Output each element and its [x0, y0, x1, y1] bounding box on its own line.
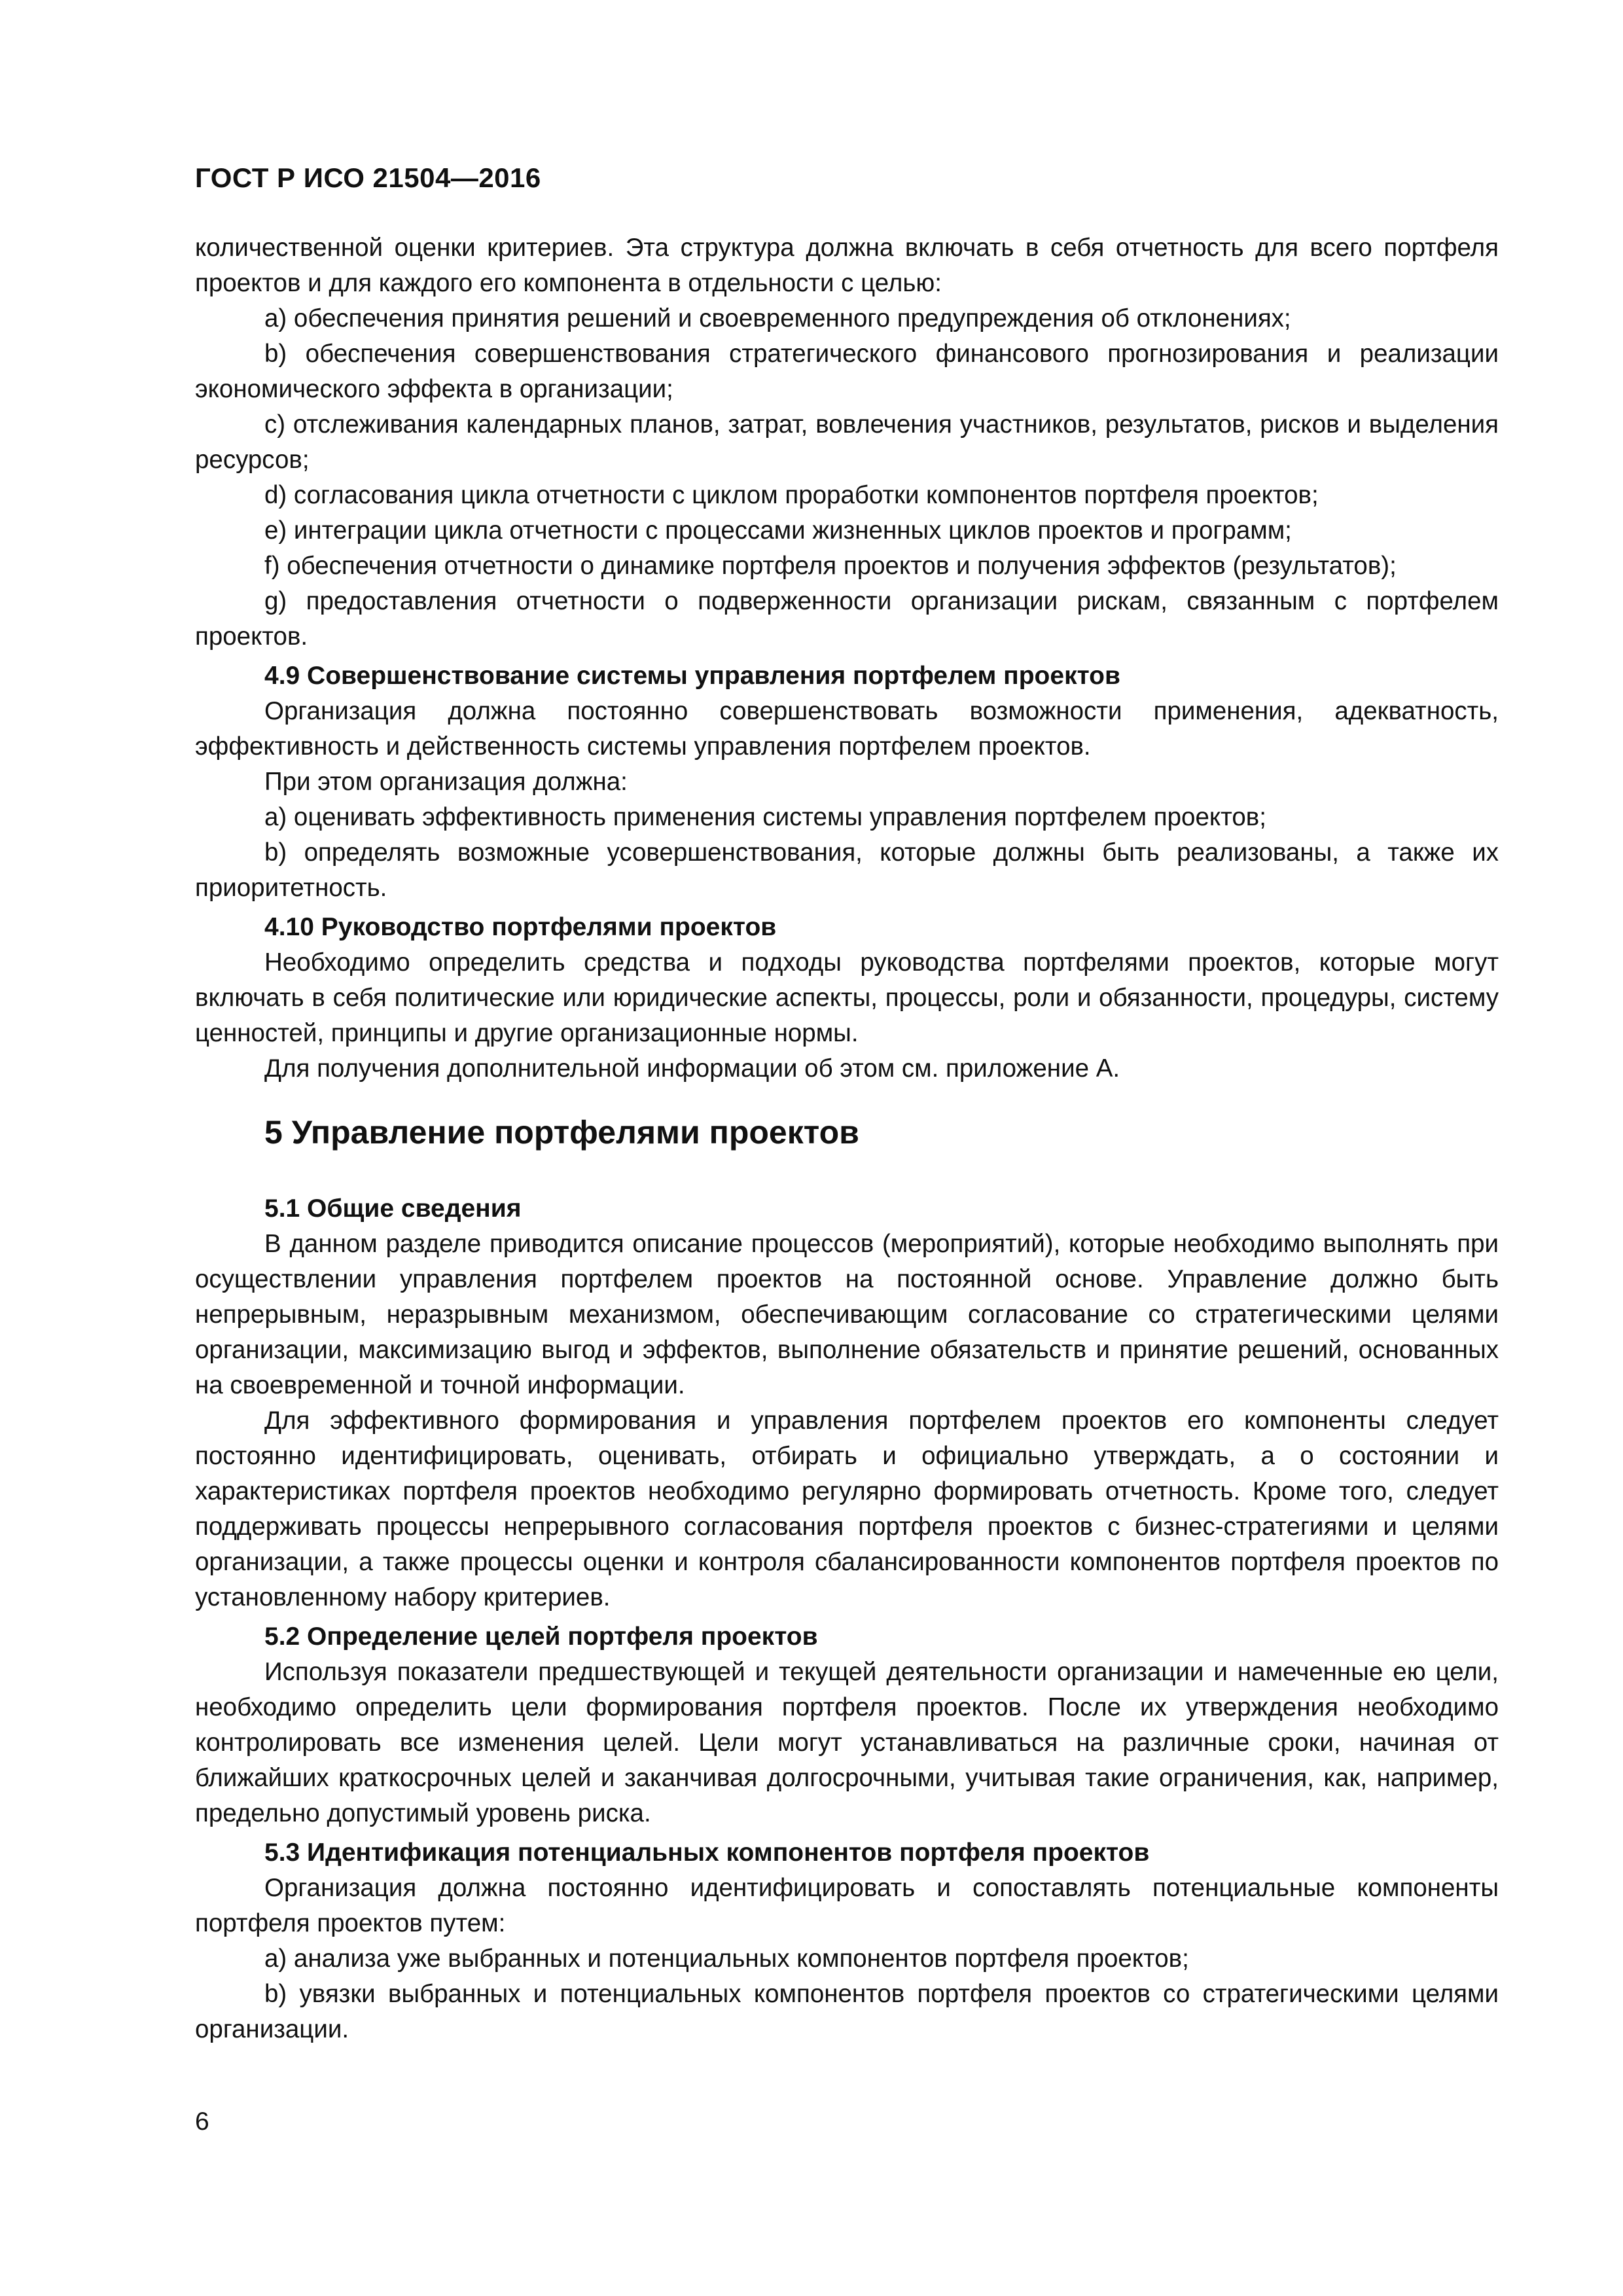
list-item: b) обеспечения совершенствования стратегического финансового прогнозирования и реализации экономического эффекта в организации; [195, 340, 1499, 403]
list-item: b) увязки выбранных и потенциальных компонентов портфеля проектов со стратегическими целями организации. [195, 1980, 1499, 2043]
section-heading-4-10: 4.10 Руководство портфелями проектов [264, 913, 777, 941]
list-item: a) анализа уже выбранных и потенциальных компонентов портфеля проектов; [264, 1945, 1189, 1973]
page-number: 6 [195, 2108, 209, 2136]
list-item: e) интеграции цикла отчетности с процессами жизненных циклов проектов и программ; [264, 516, 1292, 545]
paragraph: В данном разделе приводится описание процессов (мероприятий), которые необходимо выполнять при осуществлении управления портфелем проектов на постоянной основе. Управление должно быть непрерывным, неразрывным механизмом, обеспечивающим согласование со стратегическими целями организации, максимизацию выгод и эффектов, выполнение обязательств и принятие решений, основанных на своевременной и точной информации. [195, 1230, 1499, 1399]
paragraph: Для получения дополнительной информации об этом см. приложение А. [264, 1054, 1120, 1083]
paragraph: Используя показатели предшествующей и текущей деятельности организации и намеченные ею цели, необходимо определить цели формирования портфеля проектов. После их утверждения необходимо контролировать все изменения целей. Цели могут устанавливаться на различные сроки, начиная от ближайших краткосрочных целей и заканчивая долгосрочными, учитывая такие ограничения, как, например, предельно допустимый уровень риска. [195, 1658, 1499, 1827]
list-item: a) обеспечения принятия решений и своевременного предупреждения об отклонениях; [264, 304, 1291, 332]
list-item: g) предоставления отчетности о подверженности организации рискам, связанным с портфелем проектов. [195, 587, 1499, 651]
section-heading-5-2: 5.2 Определение целей портфеля проектов [264, 1623, 818, 1651]
paragraph: Необходимо определить средства и подходы руководства портфелями проектов, которые могут включать в себя политические или юридические аспекты, процессы, роли и обязанности, процедуры, систему ценностей, принципы и другие организационные нормы. [195, 948, 1499, 1047]
list-item: c) отслеживания календарных планов, затрат, вовлечения участников, результатов, рисков и выделения ресурсов; [195, 410, 1499, 474]
paragraph: количественной оценки критериев. Эта структура должна включать в себя отчетность для всего портфеля проектов и для каждого его компонента в отдельности с целью: [195, 234, 1499, 297]
list-item: d) согласования цикла отчетности с циклом проработки компонентов портфеля проектов; [264, 481, 1319, 509]
paragraph: Организация должна постоянно идентифицировать и сопоставлять потенциальные компоненты портфеля проектов путем: [195, 1874, 1499, 1937]
paragraph: Для эффективного формирования и управления портфелем проектов его компоненты следует постоянно идентифицировать, оценивать, отбирать и официально утверждать, а о состоянии и характеристиках портфеля проектов необходимо регулярно формировать отчетность. Кроме того, следует поддерживать процессы непрерывного согласования портфеля проектов с бизнес-стратегиями и целями организации, а также процессы оценки и контроля сбалансированности компонентов портфеля проектов по установленному набору критериев. [195, 1407, 1499, 1611]
document-body [195, 230, 1499, 2047]
paragraph: Организация должна постоянно совершенствовать возможности применения, адекватность, эффективность и действенность системы управления портфелем проектов. [195, 697, 1499, 761]
section-heading-5-1: 5.1 Общие сведения [264, 1194, 522, 1223]
paragraph: При этом организация должна: [264, 768, 628, 796]
standard-designation-header: ГОСТ Р ИСО 21504—2016 [195, 162, 541, 193]
list-item: b) определять возможные усовершенствования, которые должны быть реализованы, а также их приоритетность. [195, 838, 1499, 902]
section-heading-5-3: 5.3 Идентификация потенциальных компонентов портфеля проектов [264, 1839, 1150, 1867]
list-item: f) обеспечения отчетности о динамике портфеля проектов и получения эффектов (результатов); [264, 552, 1397, 580]
list-item: a) оценивать эффективность применения системы управления портфелем проектов; [264, 803, 1266, 831]
section-heading-5: 5 Управление портфелями проектов [264, 1114, 859, 1151]
section-heading-4-9: 4.9 Совершенствование системы управления портфелем проектов [264, 662, 1120, 690]
